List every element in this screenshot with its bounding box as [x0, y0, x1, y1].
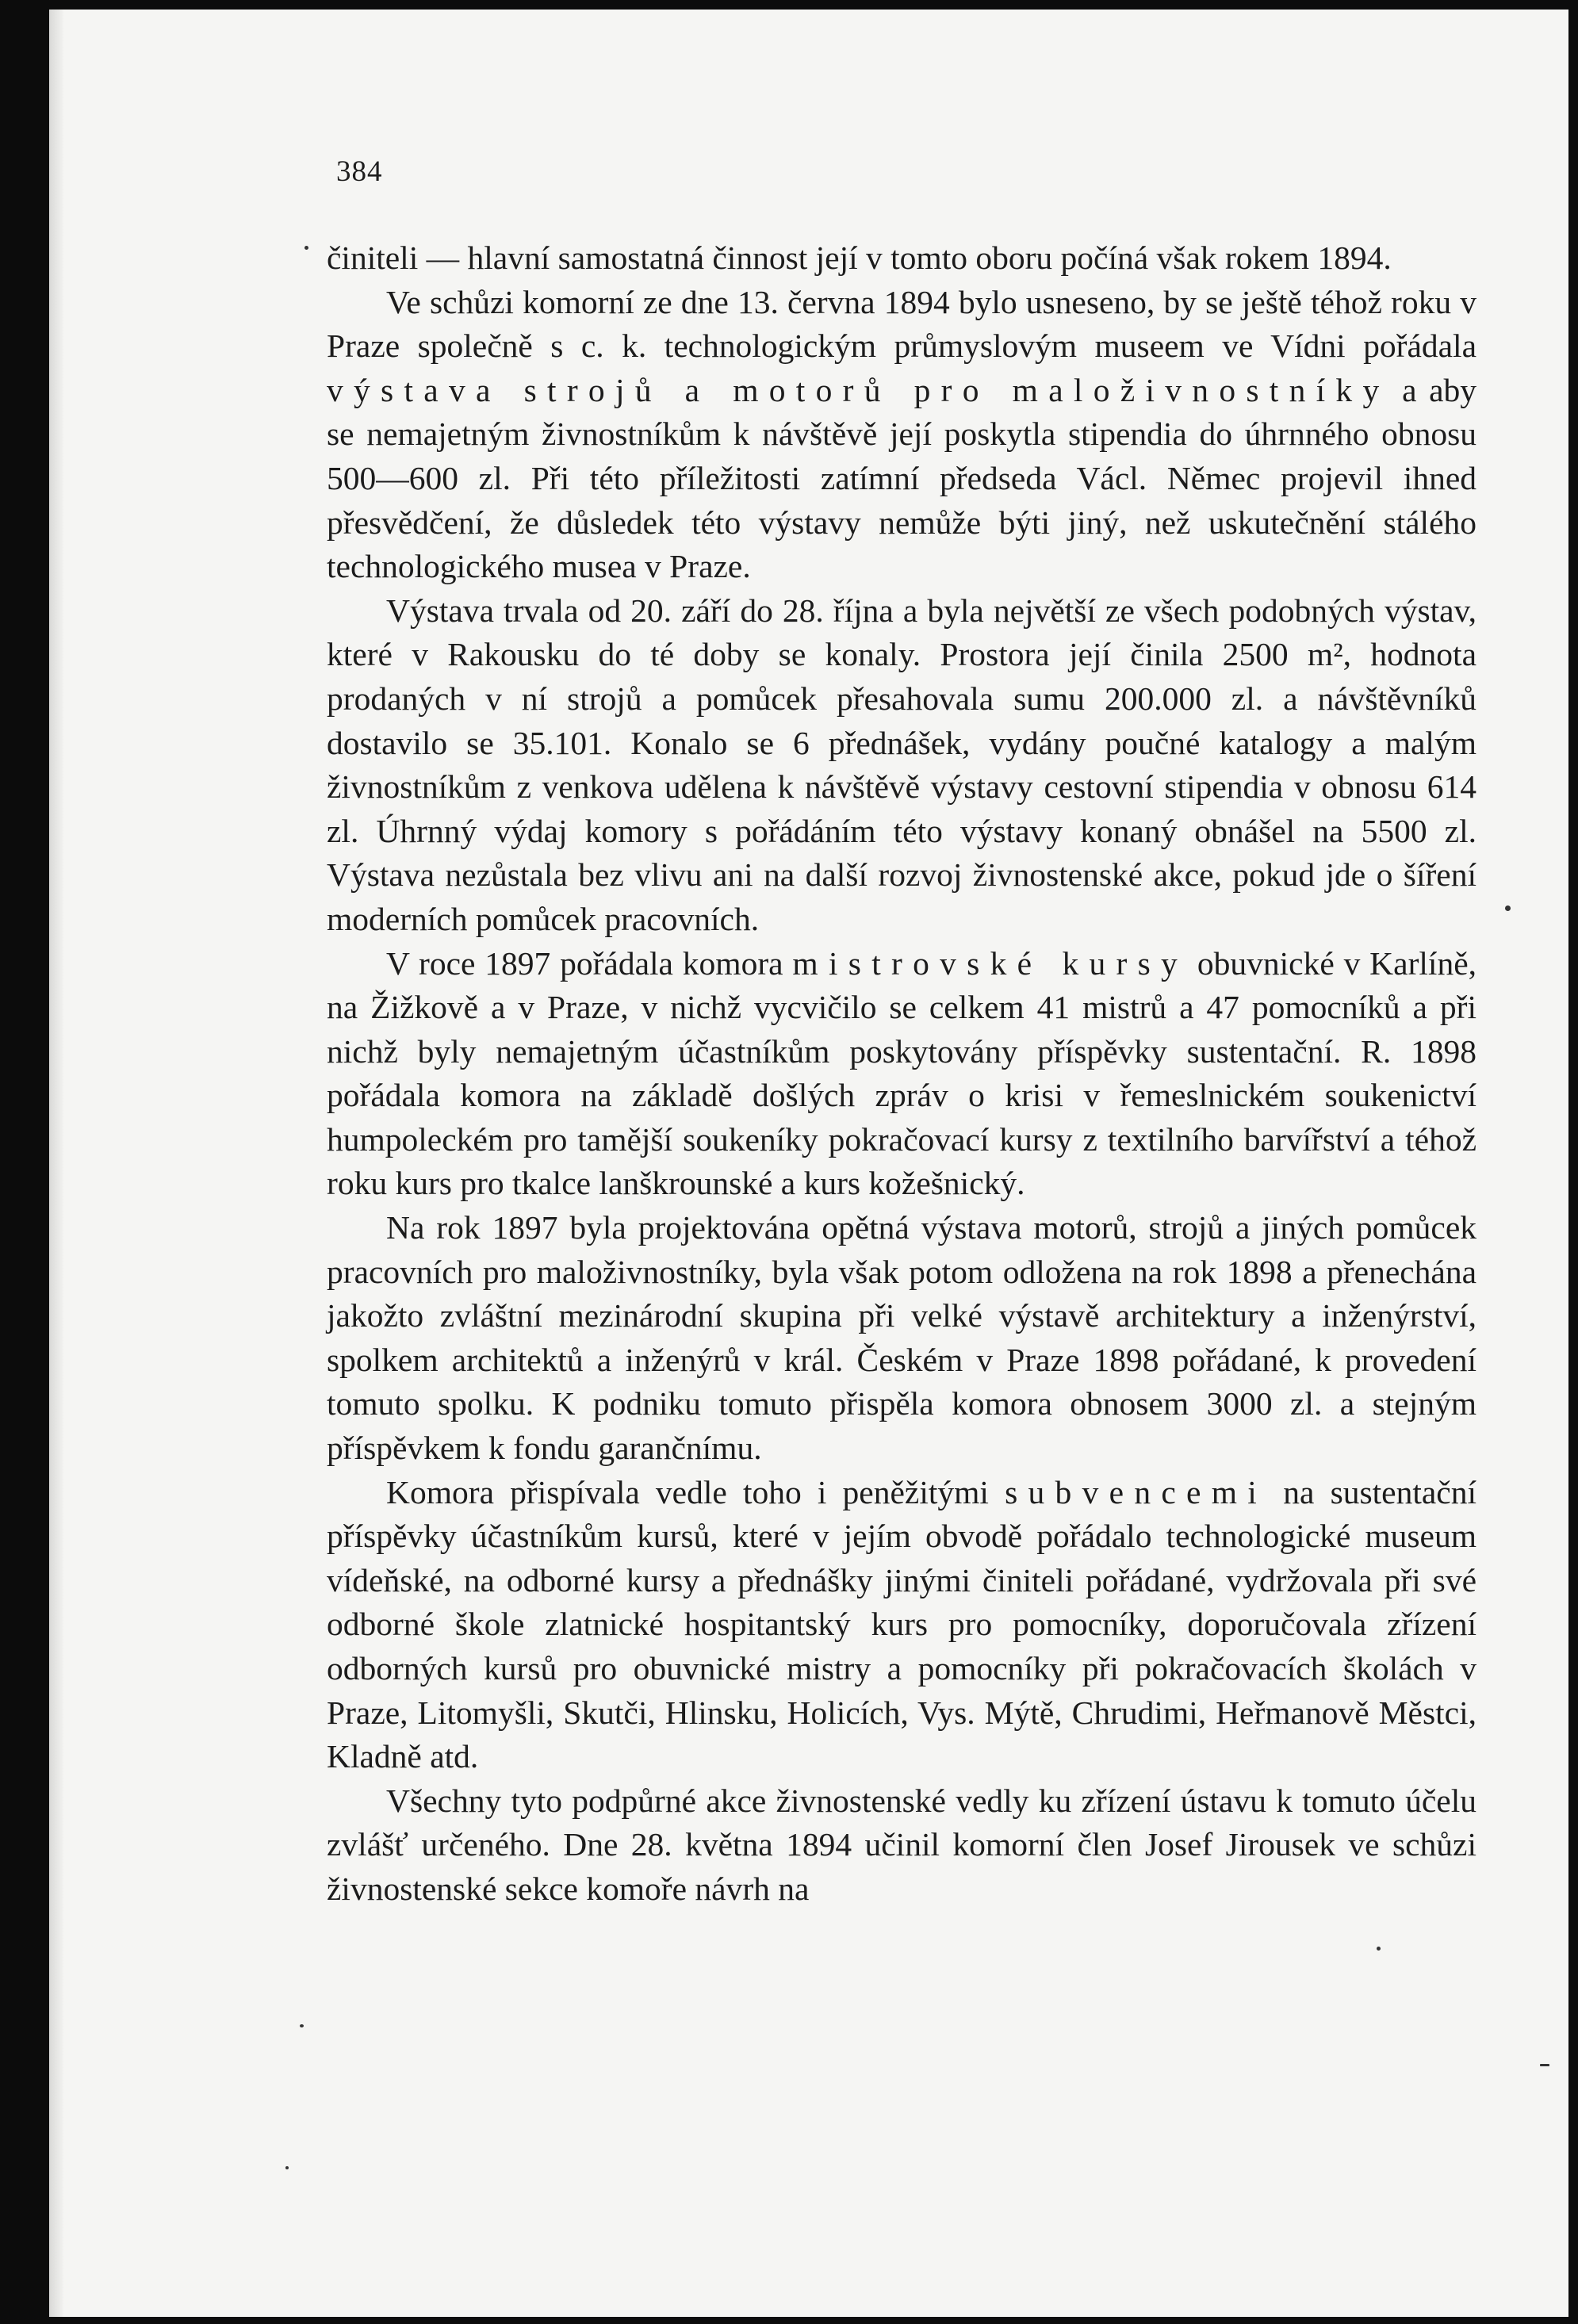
paragraph	[327, 942, 1477, 1207]
ink-speck	[285, 2166, 289, 2169]
text-run: činiteli — hlavní samostatná činnost její v tomto oboru počíná však rokem 1894.	[327, 239, 1392, 276]
ink-speck	[1505, 905, 1511, 911]
ink-speck	[304, 246, 308, 250]
text-run: Všechny tyto podpůrné akce živnostenské vedly ku zřízení ústavu k tomuto účelu zvlášť určeného. Dne 28. května 1894 učinil komorní člen Josef Jirousek ve schůzi živnostenské sekce komoře návrh na	[327, 1782, 1477, 1907]
paragraph	[327, 1206, 1477, 1471]
ink-speck	[1540, 2064, 1549, 2066]
ink-speck	[300, 2024, 304, 2027]
text-run: V roce 1897 pořádala komora	[386, 944, 793, 982]
paragraph	[327, 1779, 1477, 1912]
text-run: a aby se nemajetným živnostníkům k návštěvě její poskytla stipendia do úhrnného obnosu 500—600 zl. Při této příležitosti zatímní předseda Václ. Němec projevil ihned přesvědčení, že důsledek této výstavy nemůže býti jiný, než uskutečnění stálého technologického musea v Praze.	[327, 371, 1477, 585]
text-run: Výstava trvala od 20. září do 28. října a byla největší ze všech podobných výstav, které v Rakousku do té doby se konaly. Prostora její činila 2500 m², hodnota prodaných v ní strojů a pomůcek přesahovala sumu 200.000 zl. a návštěvníků dostavilo se 35.101. Konalo se 6 přednášek, vydány poučné katalogy a malým živnostníkům z venkova udělena k návštěvě výstavy cestovní stipendia v obnosu 614 zl. Úhrnný výdaj komory s pořádáním této výstavy konaný obnášel na 5500 zl. Výstava nezůstala bez vlivu ani na další rozvoj živnostenské akce, pokud jde o šíření moderních pomůcek pracovních.	[327, 592, 1477, 937]
body-text	[327, 236, 1477, 1912]
text-run: Komora přispívala vedle toho i peněžitými	[386, 1473, 1005, 1510]
paragraph	[327, 1471, 1477, 1779]
paragraph	[327, 281, 1477, 589]
text-run: obuvnické v Karlíně, na Žižkově a v Praze, v nichž vycvičilo se celkem 41 mistrů a 47 pomocníků a při nichž byly nemajetným účastníkům poskytovány příspěvky sustentační. R. 1898 pořádala komora na základě došlých zpráv o krisi v řemeslnickém soukenictví humpoleckém pro tamější soukeníky pokračovací kursy z textilního barvířství a téhož roku kurs pro tkalce lanškrounské a kurs kožešnický.	[327, 944, 1477, 1202]
spaced-emphasis-text: výstava strojů a motorů pro maloživnostníky	[327, 371, 1390, 408]
book-page	[49, 10, 1568, 2317]
text-run: Na rok 1897 byla projektována opětná výstava motorů, strojů a jiných pomůcek pracovních pro maloživnostníky, byla však potom odložena na rok 1898 a přenechána jakožto zvláštní mezinárodní skupina při velké výstavě architektury a inženýrství, spolkem architektů a inženýrů v král. Českém v Praze 1898 pořádané, k provedení tomuto spolku. K podniku tomuto přispěla komora obnosem 3000 zl. a stejným příspěvkem k fondu garančnímu.	[327, 1209, 1477, 1467]
paragraph	[327, 236, 1477, 281]
spaced-emphasis-text: mistrovské kursy	[792, 944, 1189, 982]
page-number: 384	[336, 155, 383, 188]
text-run: na sustentační příspěvky účastníkům kursů, které v jejím obvodě pořádalo technologické museum vídeňské, na odborné kursy a přednášky jinými činiteli pořádané, vydržovala při své odborné škole zlatnické hospitantský kurs pro pomocníky, doporučovala zřízení odborných kursů pro obuvnické mistry a pomocníky při pokračovacích školách v Praze, Litomyšli, Skutči, Hlinsku, Holicích, Vys. Mýtě, Chrudimi, Heřmanově Městci, Kladně atd.	[327, 1473, 1477, 1775]
ink-speck	[1377, 1947, 1381, 1951]
text-run: Ve schůzi komorní ze dne 13. června 1894 bylo usneseno, by se ještě téhož roku v Praze společně s c. k. technologickým průmyslovým museem ve Vídni pořádala	[327, 283, 1477, 365]
page-binding-edge	[49, 10, 63, 2317]
spaced-emphasis-text: subvencemi	[1005, 1473, 1268, 1510]
paragraph	[327, 589, 1477, 942]
